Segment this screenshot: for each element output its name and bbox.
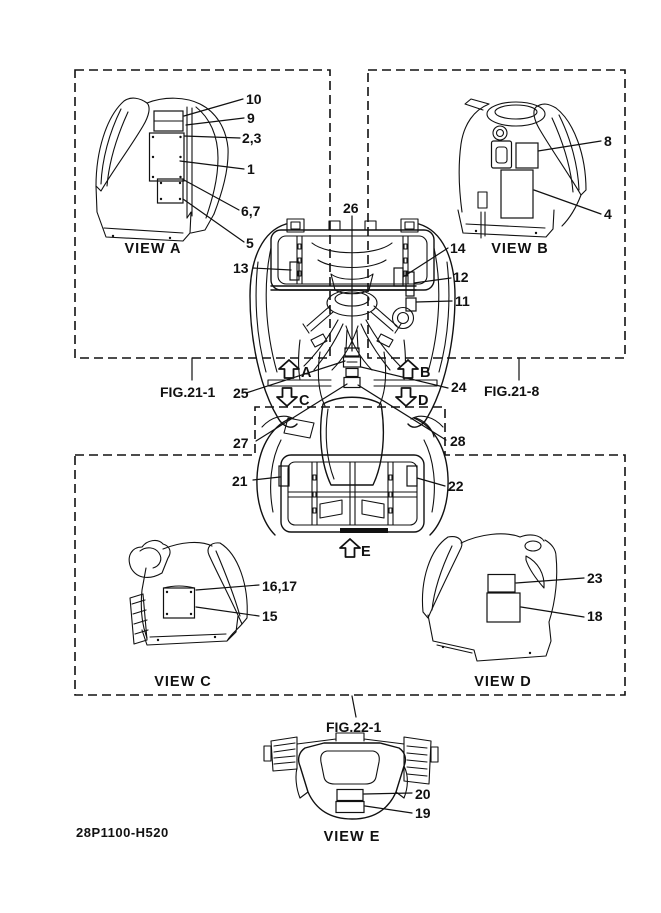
arrow-e-label: E — [361, 544, 371, 560]
arrow-e-up-icon — [340, 539, 360, 557]
callout-25: 25 — [233, 385, 249, 401]
callout-22: 22 — [448, 478, 464, 494]
rear-fender-right — [414, 418, 448, 535]
front-rack-post-right-inner — [405, 222, 414, 229]
view-a-base — [96, 186, 214, 241]
leader-15 — [196, 607, 259, 616]
leader-1 — [180, 161, 244, 169]
view-c-body — [141, 542, 212, 638]
rear-fender-left — [257, 418, 291, 535]
view-e-rack-left — [271, 737, 297, 771]
view-e-label-rect-19 — [336, 802, 364, 813]
rear-fender-left-lines — [262, 416, 294, 512]
view-e-title: VIEW E — [323, 829, 381, 845]
view-a-drawing — [96, 91, 262, 257]
leader-19 — [365, 806, 412, 813]
arrow-d-down-icon — [396, 388, 416, 406]
view-c-hatched-panel — [130, 594, 148, 644]
leader-9 — [186, 118, 244, 125]
atv-top-view — [232, 200, 470, 535]
view-b-box — [368, 70, 625, 358]
rack-hole — [313, 508, 316, 513]
callout-1: 1 — [247, 161, 255, 177]
arrow-d-label: D — [418, 393, 429, 409]
view-b-cap-circle-inner — [497, 130, 504, 137]
view-d-body-top — [461, 534, 556, 556]
view-b-strap — [478, 192, 487, 208]
arrow-b-label: B — [420, 365, 431, 381]
view-e-rack-right — [404, 737, 431, 784]
view-c-drawing — [129, 540, 297, 690]
callout-18: 18 — [587, 608, 603, 624]
front-fender-left-lines — [256, 248, 277, 372]
footwell-plates — [284, 418, 434, 438]
view-d-windshield-crease — [432, 546, 452, 610]
view-b-title: VIEW B — [491, 241, 549, 257]
fig-21-1-label: FIG.21-1 — [160, 384, 216, 400]
rear-rack-verticals — [312, 462, 393, 525]
callout-5: 5 — [246, 235, 254, 251]
leader-5 — [183, 199, 244, 242]
callout-14: 14 — [450, 240, 466, 256]
arrow-a-label: A — [301, 365, 312, 381]
front-fender-right-lines — [428, 248, 449, 372]
leader-12 — [414, 278, 451, 283]
view-e-drawing — [264, 733, 438, 845]
view-b-label-rect-8 — [516, 143, 538, 168]
view-b-drawing — [458, 99, 612, 257]
view-b-label-rect-4 — [501, 170, 533, 218]
leader-11 — [416, 301, 452, 302]
callout-6-7: 6,7 — [241, 203, 261, 219]
view-a-title: VIEW A — [124, 241, 182, 257]
front-rack-tab-right — [365, 221, 376, 230]
part-number: 28P1100-H520 — [76, 825, 169, 840]
view-b-cap-circle — [493, 126, 507, 140]
rear-fender-right-lines — [411, 416, 443, 512]
view-b-left-edge — [459, 99, 489, 212]
rear-bumper-bar — [340, 528, 388, 533]
leader-4 — [534, 190, 601, 214]
front-rack-post-left-inner — [291, 222, 300, 229]
callout-4: 4 — [604, 206, 612, 222]
rack-hole — [404, 244, 407, 249]
rear-rack-inner — [288, 462, 417, 525]
stack-rect-4 — [344, 378, 360, 388]
rack-hole — [404, 258, 407, 263]
leader-13 — [253, 268, 291, 270]
view-c-label-rect — [164, 588, 195, 618]
view-e-opening — [321, 751, 380, 784]
callout-19: 19 — [415, 805, 431, 821]
callout-27: 27 — [233, 435, 249, 451]
dashed-boxes — [75, 70, 625, 695]
arrow-c-label: C — [299, 393, 310, 409]
fig-21-8-label: FIG.21-8 — [484, 383, 540, 399]
label-rect-22 — [407, 466, 417, 486]
rear-rack-plates — [320, 500, 384, 518]
callout-13: 13 — [233, 260, 249, 276]
label-rect-14 — [394, 268, 403, 286]
view-b-windshield-crease — [552, 115, 579, 192]
view-a-windshield — [96, 98, 149, 191]
callout-15: 15 — [262, 608, 278, 624]
rack-hole — [298, 244, 301, 249]
view-d-pod — [525, 541, 541, 551]
view-e-body — [299, 743, 406, 819]
view-c-grip-inner — [140, 548, 161, 568]
rear-rack-crossbar — [288, 492, 417, 497]
callout-10: 10 — [246, 91, 262, 107]
callout-11: 11 — [455, 293, 470, 309]
arrow-c-down-icon — [277, 388, 297, 406]
view-d-label-rect-23 — [488, 575, 515, 593]
view-b-pod-inner — [495, 105, 537, 119]
front-rack-crossbar — [271, 286, 416, 290]
callout-8: 8 — [604, 133, 612, 149]
callout-2-3: 2,3 — [242, 130, 262, 146]
callout-26: 26 — [343, 200, 359, 216]
arrow-a-up-icon — [279, 360, 299, 378]
callout-12: 12 — [453, 269, 469, 285]
fig-22-1-label: FIG.22-1 — [326, 719, 382, 735]
view-b-switch-box — [492, 141, 512, 168]
seat-crease — [326, 409, 334, 479]
rack-hole — [313, 492, 316, 497]
seat — [321, 397, 384, 485]
view-b-switch-inner — [496, 147, 507, 163]
rack-hole — [389, 508, 392, 513]
leader-20 — [364, 793, 412, 794]
fig-22-1-tick — [352, 696, 356, 717]
callout-16-17: 16,17 — [262, 578, 298, 594]
view-d-title: VIEW D — [474, 674, 532, 690]
view-e-tab-right — [431, 747, 438, 762]
callout-9: 9 — [247, 110, 255, 126]
view-e-label-rect-20 — [337, 790, 363, 801]
view-c-title: VIEW C — [154, 674, 212, 690]
fuel-cap-inner — [398, 313, 409, 324]
leader-23 — [516, 578, 584, 583]
view-d-label-rect-18 — [487, 593, 520, 622]
view-a-windshield-crease — [101, 109, 128, 186]
rack-hole — [313, 475, 316, 480]
callout-28: 28 — [450, 433, 466, 449]
arrow-b-up-icon — [398, 360, 418, 378]
view-a-label-rect-main — [150, 133, 185, 181]
rack-hole — [389, 492, 392, 497]
view-d-windshield — [422, 537, 461, 618]
callout-23: 23 — [587, 570, 603, 586]
callout-20: 20 — [415, 786, 431, 802]
rack-hole — [389, 475, 392, 480]
leader-16-17 — [196, 585, 259, 590]
view-c-grip — [129, 540, 170, 577]
running-boards — [268, 380, 437, 386]
view-d-drawing — [422, 534, 602, 690]
callout-24: 24 — [451, 379, 467, 395]
leader-14 — [403, 248, 448, 277]
stack-rect-3 — [346, 369, 358, 377]
leader-22 — [417, 478, 445, 486]
view-e-tab-left — [264, 746, 271, 761]
callout-21: 21 — [232, 473, 248, 489]
rear-rack-outer — [281, 455, 424, 532]
